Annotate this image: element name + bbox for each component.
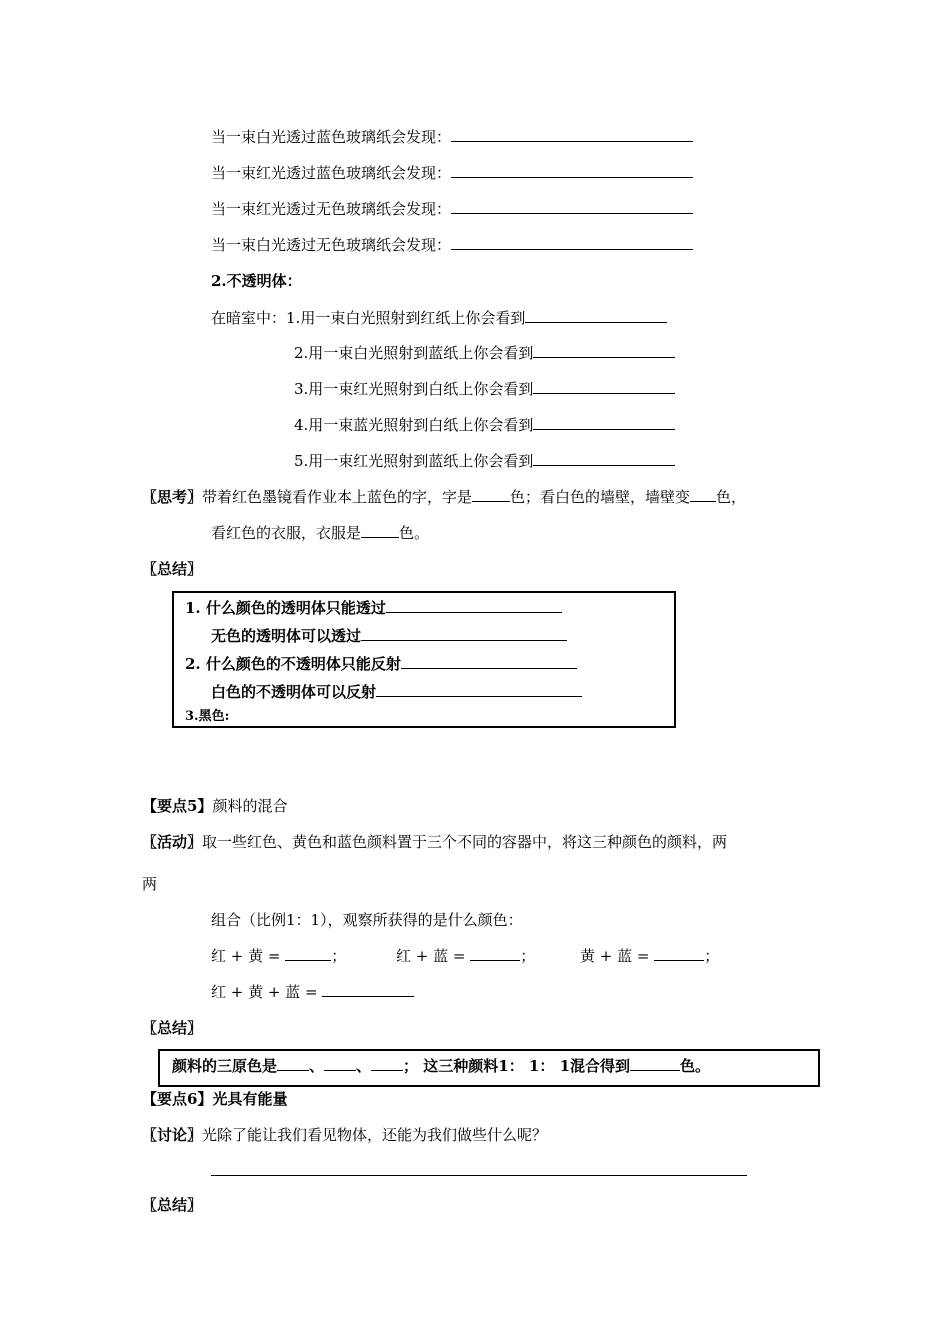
summary-text: ； 这三种颜料1： 1： 1混合得到 [403, 1057, 631, 1075]
answer-blank[interactable] [376, 682, 582, 697]
answer-blank[interactable] [285, 946, 331, 961]
summary-line [172, 1056, 710, 1076]
think-text: 看红色的衣服，衣服是 [211, 524, 362, 542]
eq-text: 红 + 黄 + 蓝 = [211, 983, 318, 1001]
opaque-item: 5.用一束红光照射到蓝纸上你会看到 [294, 452, 534, 470]
summary-line [185, 707, 229, 727]
answer-blank[interactable] [533, 379, 675, 394]
eq-sep: ； [331, 947, 347, 965]
activity-text: 取一些红色、黄色和蓝色颜料置于三个不同的容器中，将这三种颜色的颜料，两 [202, 833, 728, 851]
answer-blank[interactable] [386, 598, 562, 613]
summary-line [211, 682, 582, 702]
obs-row [211, 199, 693, 219]
answer-blank[interactable] [533, 343, 675, 358]
activity-row: 两 [142, 875, 158, 893]
summary-sep: 、 [309, 1057, 325, 1075]
eq-text: 黄 + 蓝 = [580, 947, 650, 965]
opaque-row [211, 308, 667, 328]
opaque-heading: 2.不透明体： [211, 272, 302, 290]
answer-blank[interactable] [690, 487, 716, 502]
answer-blank[interactable] [470, 946, 520, 961]
opaque-item: 2.用一束白光照射到蓝纸上你会看到 [294, 344, 534, 362]
think-text: 色；看白色的墙壁，墙壁变 [510, 488, 691, 506]
obs-row [211, 163, 693, 183]
point6-title: 光具有能量 [212, 1090, 288, 1108]
summary-text: 2. 什么颜色的不透明体只能反射 [185, 655, 401, 673]
think-text: 色。 [399, 524, 430, 542]
summary-tag: 〖总结〗 [142, 560, 203, 578]
summary-text: 无色的透明体可以透过 [211, 627, 362, 645]
answer-line[interactable] [211, 1175, 747, 1176]
think-text: 色， [716, 488, 747, 506]
summary-line [211, 626, 567, 646]
answer-blank[interactable] [654, 946, 704, 961]
answer-blank[interactable] [361, 523, 399, 538]
answer-blank[interactable] [361, 626, 567, 641]
mix-eq [396, 946, 535, 966]
summary-text: 色。 [680, 1057, 711, 1075]
obs-row [211, 235, 693, 255]
summary-line [185, 654, 577, 674]
opaque-prefix: 在暗室中： [211, 309, 287, 327]
opaque-item: 3.用一束红光照射到白纸上你会看到 [294, 380, 534, 398]
point5-tag: 【要点5】 [142, 797, 213, 815]
answer-blank[interactable] [371, 1056, 403, 1071]
obs-text: 当一束白光透过无色玻璃纸会发现： [211, 236, 452, 254]
activity-tag: 〖活动〗 [142, 833, 203, 851]
obs-text: 当一束白光透过蓝色玻璃纸会发现： [211, 128, 452, 146]
obs-row [211, 127, 693, 147]
think-row [211, 523, 429, 543]
answer-blank[interactable] [322, 982, 414, 997]
answer-blank[interactable] [533, 415, 675, 430]
point6-tag: 【要点6】 [142, 1090, 213, 1108]
opaque-row [294, 415, 675, 435]
summary-sep: 、 [356, 1057, 372, 1075]
point6-heading [142, 1089, 287, 1109]
eq-sep: ； [520, 947, 536, 965]
discuss-tag: 〖讨论〗 [142, 1126, 203, 1144]
obs-text: 当一束红光透过无色玻璃纸会发现： [211, 200, 452, 218]
think-tag: 〖思考〗 [142, 488, 203, 506]
eq-sep: ； [704, 947, 720, 965]
eq-text: 红 + 黄 = [211, 947, 281, 965]
answer-blank[interactable] [472, 487, 510, 502]
point5-title: 颜料的混合 [212, 797, 288, 815]
summary-text: 颜料的三原色是 [172, 1057, 278, 1075]
summary-text: 白色的不透明体可以反射 [211, 683, 377, 701]
think-row [142, 487, 746, 507]
summary-line [185, 598, 562, 618]
answer-blank[interactable] [451, 199, 693, 214]
summary-text: 3.黑色: [185, 709, 230, 724]
activity-row [142, 832, 727, 852]
answer-blank[interactable] [451, 235, 693, 250]
point5-heading [142, 796, 287, 816]
discuss-text: 光除了能让我们看见物体，还能为我们做些什么呢？ [202, 1126, 548, 1144]
opaque-item: 4.用一束蓝光照射到白纸上你会看到 [294, 416, 534, 434]
answer-blank[interactable] [451, 127, 693, 142]
opaque-row [294, 379, 675, 399]
answer-blank[interactable] [451, 163, 693, 178]
discuss-row [142, 1125, 547, 1145]
mix-eq [211, 946, 346, 966]
opaque-row [294, 451, 675, 471]
answer-blank[interactable] [324, 1056, 356, 1071]
answer-blank[interactable] [525, 308, 667, 323]
opaque-item: 1.用一束白光照射到红纸上你会看到 [286, 309, 526, 327]
summary-text: 1. 什么颜色的透明体只能透过 [185, 599, 386, 617]
mix-eq [211, 982, 414, 1002]
answer-blank[interactable] [277, 1056, 309, 1071]
summary-tag: 〖总结〗 [142, 1019, 203, 1037]
obs-text: 当一束红光透过蓝色玻璃纸会发现： [211, 164, 452, 182]
answer-blank[interactable] [533, 451, 675, 466]
answer-blank[interactable] [401, 654, 577, 669]
think-text: 带着红色墨镜看作业本上蓝色的字，字是 [202, 488, 473, 506]
opaque-row [294, 343, 675, 363]
summary-tag: 〖总结〗 [142, 1196, 203, 1214]
answer-blank[interactable] [630, 1056, 680, 1071]
activity-row: 组合（比例1：1），观察所获得的是什么颜色： [211, 911, 523, 929]
eq-text: 红 + 蓝 = [396, 947, 466, 965]
mix-eq [580, 946, 719, 966]
